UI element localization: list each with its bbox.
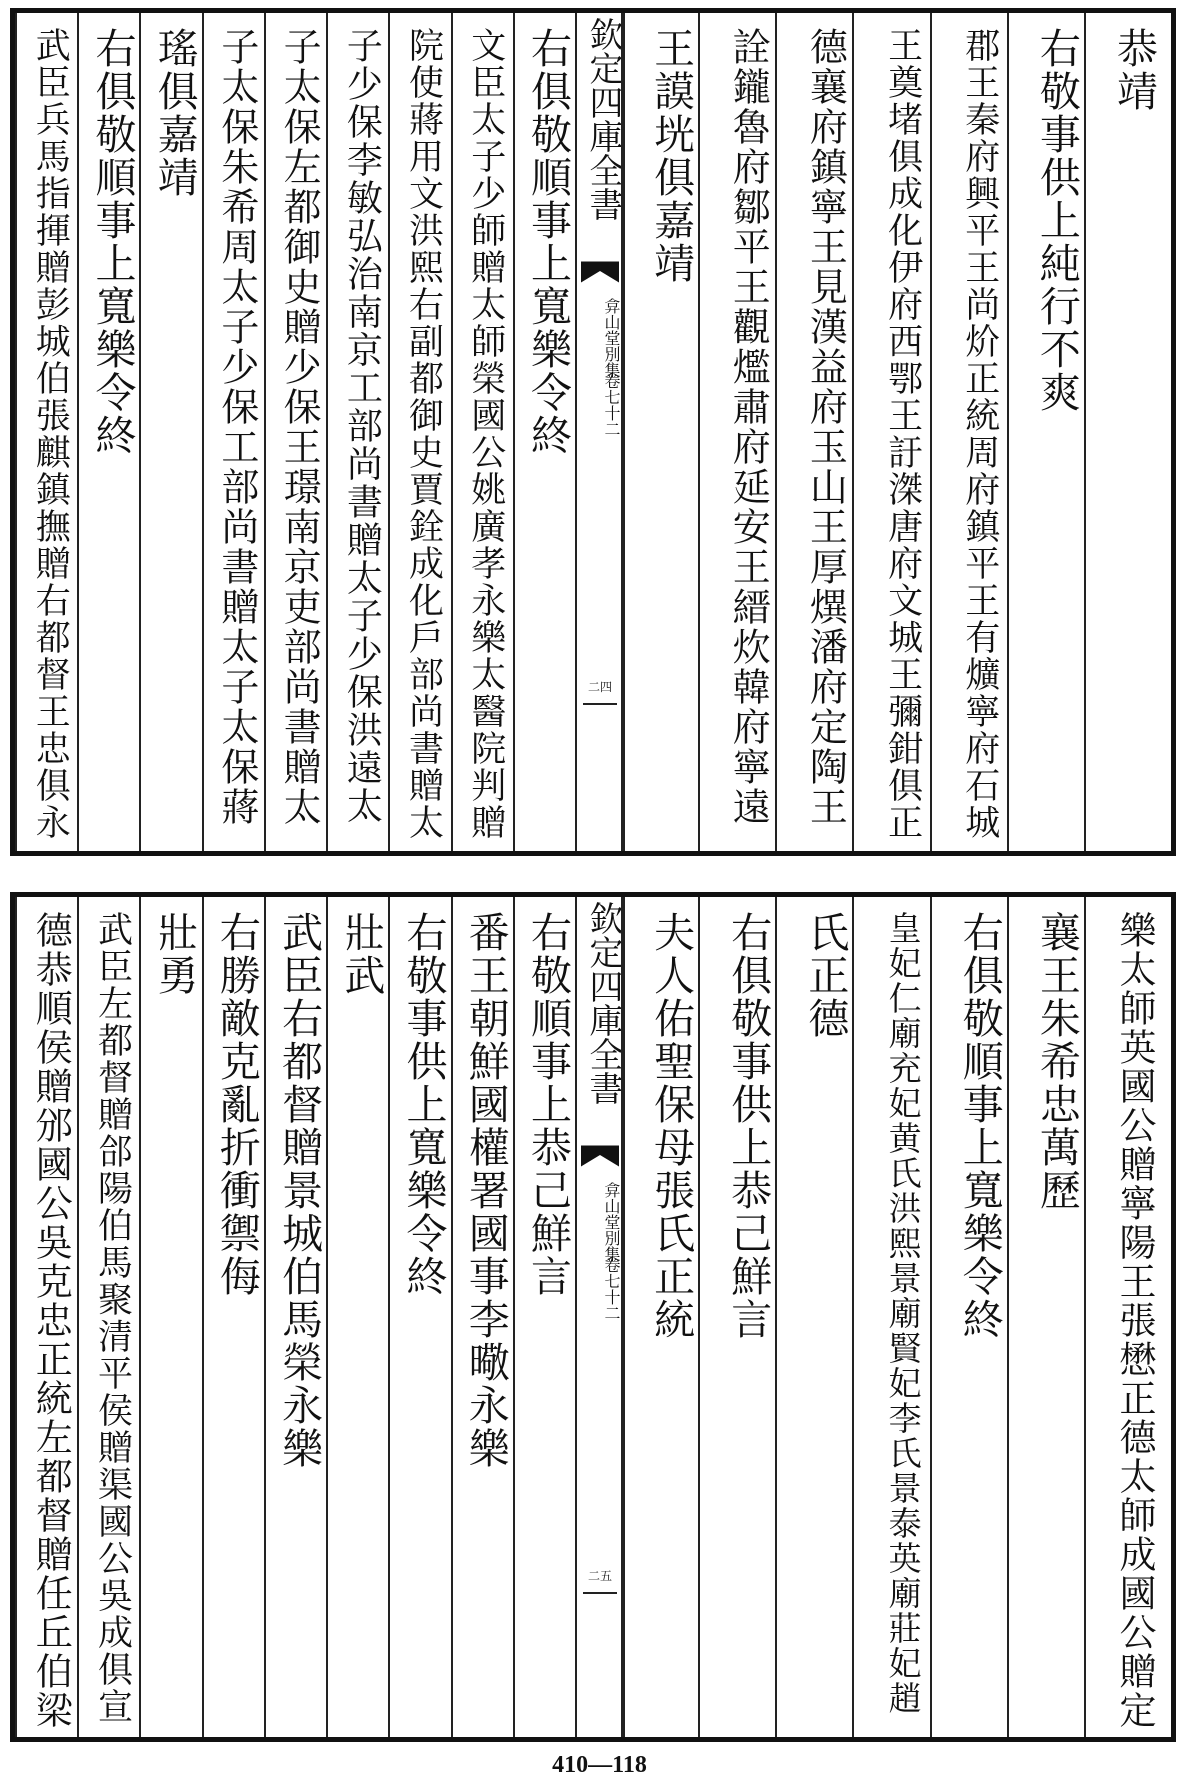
center-gutter bbox=[575, 13, 625, 851]
text-column bbox=[451, 13, 515, 851]
text-column bbox=[139, 13, 203, 851]
text-column bbox=[852, 897, 931, 1737]
fish-tail-mark-icon bbox=[581, 1145, 619, 1167]
column-text: 恭靖 bbox=[1109, 27, 1158, 113]
book-title: 欽定四庫全書 bbox=[583, 901, 623, 1105]
text-column bbox=[621, 13, 700, 851]
column-text: 德襄府鎮寧王見漢益府玉山王厚熼潘府定陶王 bbox=[803, 27, 848, 827]
fish-tail-mark-icon bbox=[581, 261, 619, 283]
text-column bbox=[451, 897, 515, 1737]
column-text: 襄王朱希忠萬歷 bbox=[1032, 911, 1081, 1212]
text-column bbox=[388, 897, 452, 1737]
column-text: 樂太師英國公贈寧陽王張懋正德太師成國公贈定 bbox=[1112, 911, 1156, 1730]
text-column bbox=[775, 897, 854, 1737]
book-title: 欽定四庫全書 bbox=[583, 17, 623, 221]
text-column bbox=[139, 897, 203, 1737]
page-leaf-number: 二四 bbox=[587, 680, 612, 694]
text-column bbox=[1084, 897, 1163, 1737]
column-text: 壯勇 bbox=[150, 911, 199, 997]
column-text: 右俱敬順事上寬樂令終 bbox=[523, 27, 572, 457]
text-column bbox=[326, 897, 390, 1737]
text-column bbox=[930, 897, 1009, 1737]
text-column bbox=[202, 897, 266, 1737]
text-column bbox=[621, 897, 700, 1737]
text-column bbox=[1007, 13, 1086, 851]
column-text: 右俱敬順事上寬樂令終 bbox=[88, 27, 137, 457]
column-text: 子太保左都御史贈少保王璟南京吏部尚書贈太 bbox=[277, 27, 322, 827]
top-page-panel bbox=[10, 8, 1176, 856]
column-text: 右敬事供上寬樂令終 bbox=[399, 911, 448, 1298]
column-text: 王謨垙俱嘉靖 bbox=[647, 27, 696, 285]
gutter-collection-name: 弇山堂別集 bbox=[602, 298, 621, 378]
gutter-collection-name: 弇山堂別集 bbox=[602, 1182, 621, 1262]
column-text: 右敬順事上恭己鮮言 bbox=[523, 911, 572, 1298]
text-column bbox=[1007, 897, 1086, 1737]
gutter-rule bbox=[583, 1592, 617, 1594]
column-text: 壯武 bbox=[337, 911, 386, 997]
text-column bbox=[264, 897, 328, 1737]
text-column bbox=[202, 13, 266, 851]
column-text: 郡王秦府興平王尚炌正統周府鎮平王有爌寧府石城 bbox=[959, 27, 1000, 841]
text-column bbox=[930, 13, 1009, 851]
text-column bbox=[513, 897, 577, 1737]
column-text: 子太保朱希周太子少保工部尚書贈太子太保蔣 bbox=[214, 27, 259, 827]
text-column bbox=[513, 13, 577, 851]
column-text: 夫人佑聖保母張氏正統 bbox=[647, 911, 696, 1341]
column-text: 番王朝鮮國權署國事李曔永樂 bbox=[461, 911, 510, 1470]
gutter-rule bbox=[583, 703, 617, 705]
text-column bbox=[698, 897, 777, 1737]
page-leaf-number: 二五 bbox=[587, 1569, 612, 1583]
column-text: 王奠堵俱成化伊府西鄂王訏滐唐府文城王彌鉗俱正 bbox=[882, 27, 923, 841]
column-text: 武臣左都督贈郃陽伯馬聚清平侯贈渠國公吳成俱宣 bbox=[92, 911, 133, 1725]
column-text: 子少保李敏弘治南京工部尚書贈太子少保洪遠太 bbox=[341, 27, 383, 825]
text-column bbox=[852, 13, 931, 851]
text-column bbox=[77, 13, 141, 851]
column-text: 皇妃仁廟充妃黄氏洪熙景廟賢妃李氏景泰英廟莊妃趙 bbox=[883, 911, 923, 1716]
text-column bbox=[15, 897, 79, 1737]
text-column bbox=[15, 13, 79, 851]
bottom-page-panel bbox=[10, 892, 1176, 1742]
text-column bbox=[264, 13, 328, 851]
text-column bbox=[1084, 13, 1163, 851]
page-footer: 410—118 bbox=[552, 1752, 647, 1778]
column-text: 武臣右都督贈景城伯馬榮永樂 bbox=[275, 911, 324, 1470]
text-column bbox=[698, 13, 777, 851]
column-text: 院使蔣用文洪熙右副都御史賈銓成化戶部尚書贈太 bbox=[403, 27, 444, 841]
column-text: 瑤俱嘉靖 bbox=[150, 27, 199, 199]
gutter-volume: 卷七十二 bbox=[602, 373, 621, 437]
column-text: 德恭順侯贈邠國公吳克忠正統左都督贈任丘伯梁 bbox=[29, 911, 73, 1730]
gutter-volume: 卷七十二 bbox=[602, 1257, 621, 1321]
column-text: 右勝敵克亂折衝禦侮 bbox=[212, 911, 261, 1298]
column-text: 武臣兵馬指揮贈彭城伯張麒鎮撫贈右都督王忠俱永 bbox=[30, 27, 71, 841]
center-gutter bbox=[575, 897, 625, 1737]
text-column bbox=[775, 13, 854, 851]
column-text: 文臣太子少師贈太師榮國公姚廣孝永樂太醫院判贈 bbox=[465, 27, 506, 841]
column-text: 詮鑨魯府鄒平王觀爁肅府延安王縉炊韓府寧遠 bbox=[726, 27, 771, 827]
text-column bbox=[326, 13, 390, 851]
column-text: 右俱敬順事上寬樂令終 bbox=[955, 911, 1004, 1341]
text-column bbox=[388, 13, 452, 851]
text-column bbox=[77, 897, 141, 1737]
column-text: 右敬事供上純行不爽 bbox=[1032, 27, 1081, 414]
column-text: 右俱敬事供上恭己鮮言 bbox=[724, 911, 773, 1341]
column-text: 氏正德 bbox=[801, 911, 850, 1040]
